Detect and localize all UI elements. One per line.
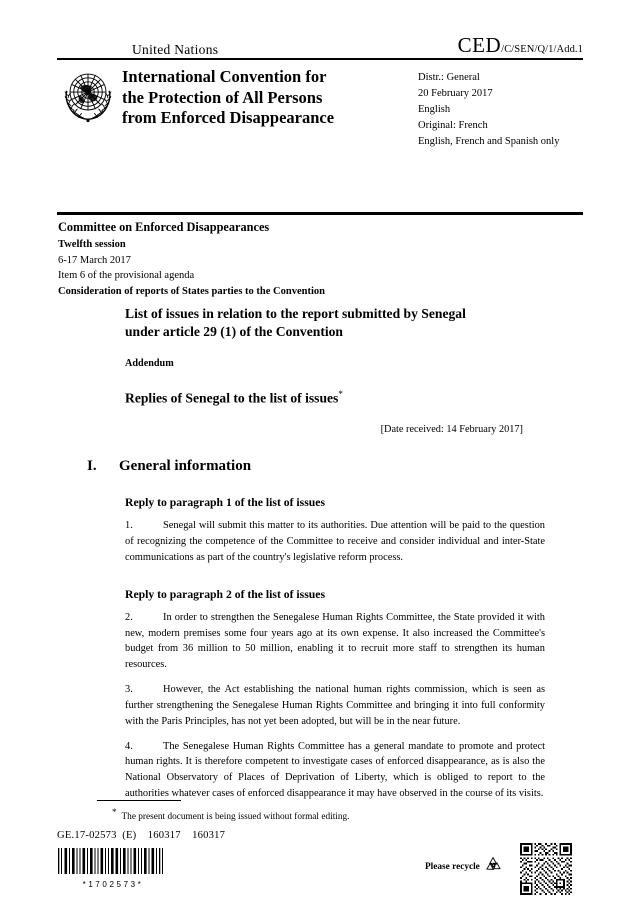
replies-title: [125, 389, 545, 407]
paragraph-2: [125, 610, 545, 673]
page-title-line-2: under article 29 (1) of the Convention: [125, 323, 343, 339]
agenda-item-title: Consideration of reports of States parties to the Convention: [58, 285, 325, 297]
paragraph-2-text: In order to strengthen the Senegalese Human Rights Committee, the State provided it with new, modern premises some four years ago at its own expense. It also increased the Committee's budget from 36 million to 50 million, enabling it to recruit more staff to strengthen its human resources.: [125, 611, 545, 671]
document-symbol-main: CED: [457, 33, 502, 57]
subheading-reply-1: Reply to paragraph 1 of the list of issues: [125, 496, 325, 510]
masthead-bottom-rule: [57, 212, 583, 215]
masthead-top-row: [57, 34, 583, 56]
committee-block: [58, 220, 584, 299]
replies-title-text: Replies of Senegal to the list of issues: [125, 390, 339, 406]
committee-session: Twelfth session: [58, 238, 126, 250]
recycle-notice: [425, 856, 503, 877]
footnote: [112, 806, 350, 824]
convention-title-line-2: the Protection of All Persons: [122, 87, 323, 107]
distribution-date: 20 February 2017: [418, 87, 493, 99]
paragraph-1-number: 1.: [125, 520, 133, 532]
barcode: [57, 848, 169, 889]
date-received: [Date received: 14 February 2017]: [380, 424, 523, 436]
committee-dates: 6-17 March 2017: [58, 254, 131, 266]
recycle-label: Please recycle: [425, 861, 480, 872]
document-symbol-suffix: /C/SEN/Q/1/Add.1: [501, 44, 583, 55]
distribution-language: English: [418, 103, 451, 115]
agenda-item: Item 6 of the provisional agenda: [58, 270, 195, 282]
addendum-label: Addendum: [125, 357, 174, 369]
barcode-digits: *1702573*: [82, 880, 144, 889]
paragraph-4-number: 4.: [125, 740, 133, 752]
paragraph-4: [125, 739, 545, 802]
section-number: I.: [87, 458, 97, 475]
masthead-top-rule: [57, 58, 583, 60]
paragraph-3-text: However, the Act establishing the national human rights commission, which is seen as further strengthening the Senegalese Human Rights Committee and bringing it into full conformity with the Paris Principles, has not yet been adopted, but will be in the near future.: [125, 684, 545, 727]
subheading-reply-2: Reply to paragraph 2 of the list of issues: [125, 587, 325, 601]
footnote-text: The present document is being issued without formal editing.: [121, 812, 350, 823]
convention-title-line-3: from Enforced Disappearance: [122, 108, 335, 128]
un-emblem-icon: [57, 68, 119, 126]
footnote-marker: *: [112, 807, 117, 817]
document-body: [87, 305, 545, 811]
paragraph-1: [125, 518, 545, 565]
convention-title-line-1: International Convention for: [122, 67, 327, 86]
committee-name: Committee on Enforced Disappearances: [58, 220, 270, 234]
paragraph-3-number: 3.: [125, 684, 133, 696]
section-heading: [87, 458, 545, 475]
paragraph-1-text: Senegal will submit this matter to its authorities. Due attention will be paid to the question of recognizing the competence of the Committee to receive and consider individual and inter-State communications as part of the country's legislative reform process.: [125, 520, 545, 564]
paragraph-2-number: 2.: [125, 611, 133, 623]
organization-name: United Nations: [132, 41, 219, 57]
distribution-languages-note: English, French and Spanish only: [418, 135, 560, 147]
document-symbol: [458, 35, 583, 56]
page-title-line-1: List of issues in relation to the report submitted by Senegal: [125, 306, 466, 321]
footnote-separator: [97, 800, 181, 801]
distribution-original: Original: French: [418, 119, 488, 131]
qr-code-icon: [520, 843, 572, 900]
page-title: [125, 305, 545, 341]
replies-footnote-marker: *: [338, 388, 343, 399]
distribution-block: [418, 70, 583, 150]
barcode-icon: [57, 848, 169, 874]
job-number: GE.17-02573 (E) 160317 160317: [57, 830, 226, 841]
distribution-type: Distr.: General: [418, 72, 480, 83]
masthead: [57, 34, 583, 56]
recycle-icon: [480, 856, 503, 877]
paragraph-3: [125, 682, 545, 729]
masthead-body: [57, 64, 583, 150]
convention-title: [122, 67, 402, 129]
paragraph-4-text: The Senegalese Human Rights Committee has a general mandate to promote and protect human rights. It is therefore competent to investigate cases of enforced disappearance, as is also the National Observatory of Places of Deprivation of Liberty, which is obliged to report to the authorities whatever cases of enforced disappearance it may have observed in the course of its visits.: [125, 740, 545, 799]
section-title: General information: [119, 458, 252, 475]
